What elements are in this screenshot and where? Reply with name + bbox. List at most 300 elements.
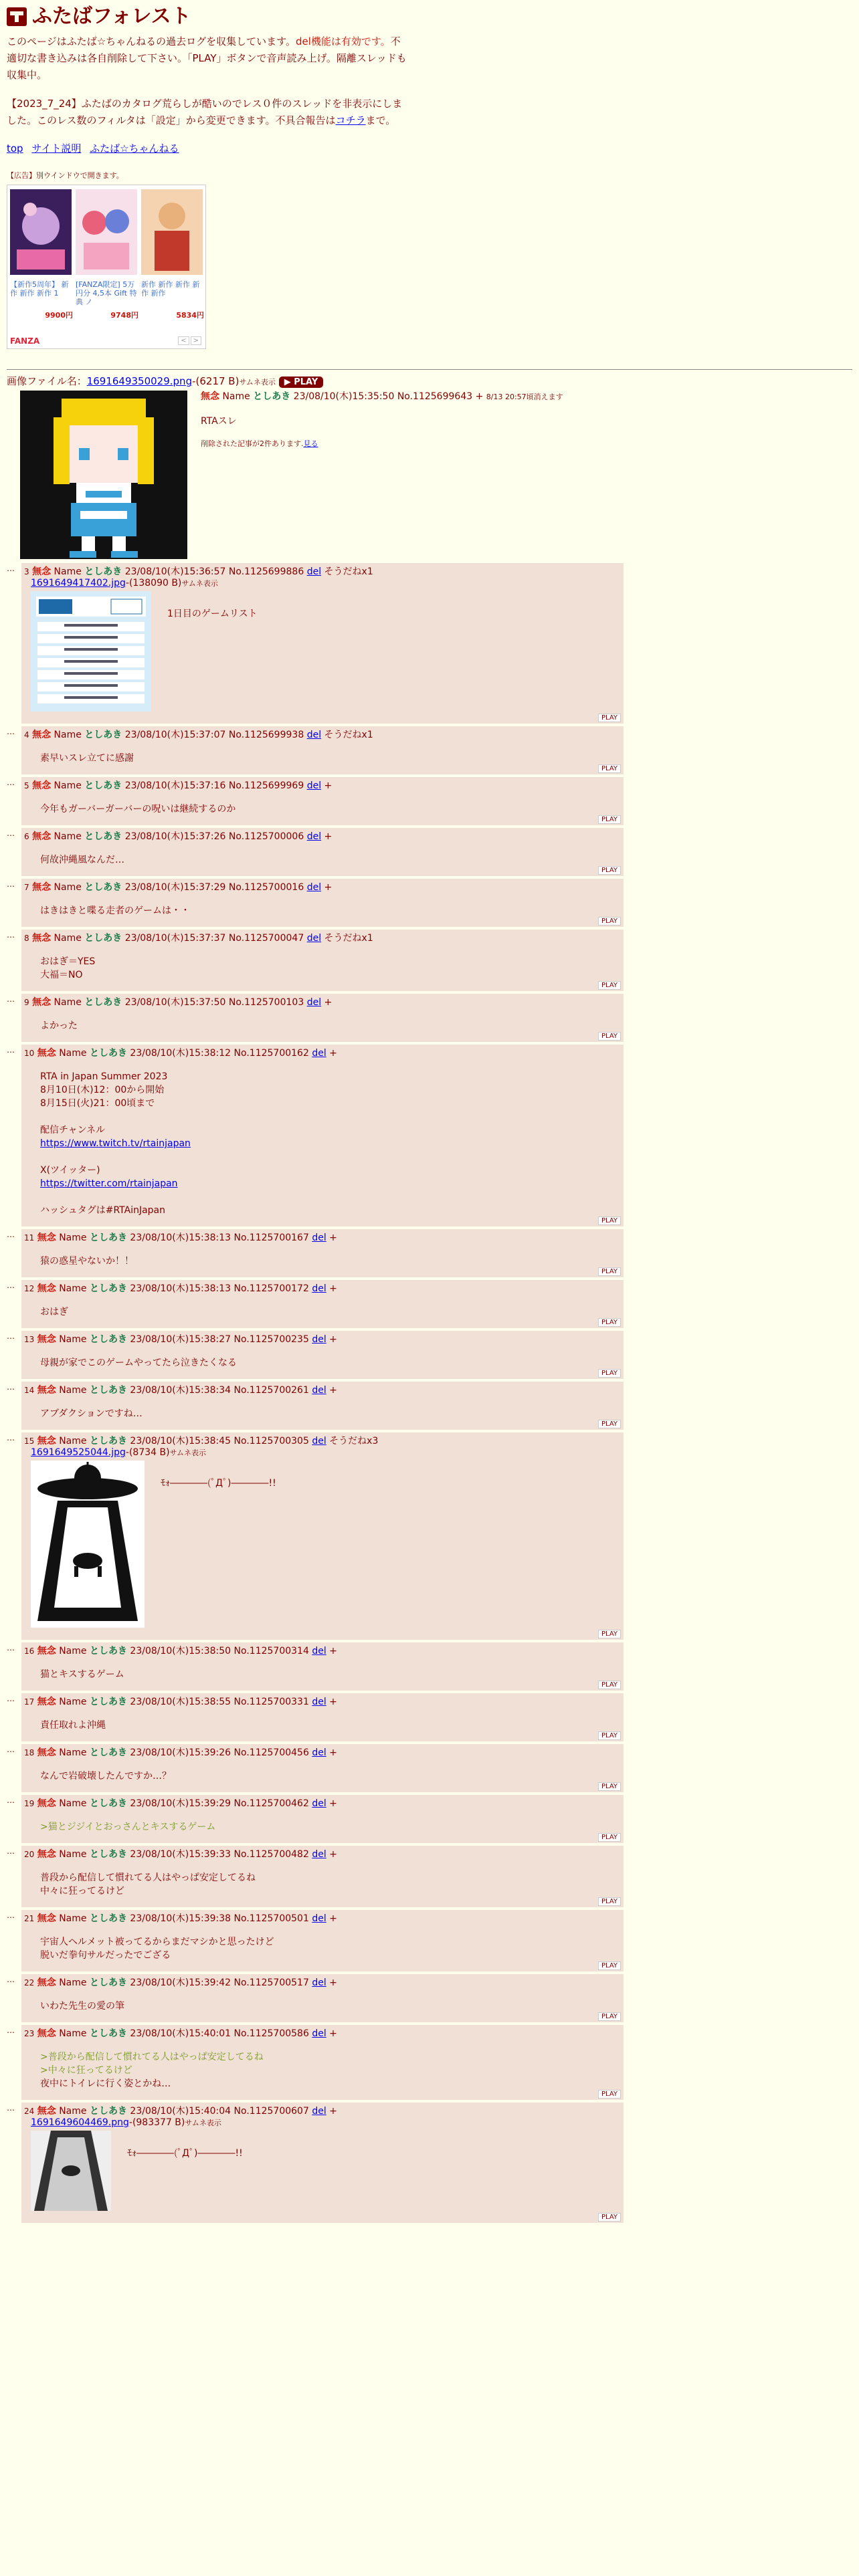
del-link[interactable]: del [306,730,322,740]
sodane-button[interactable]: + [329,1849,337,1860]
post-number[interactable]: No.1125700103 [228,997,304,1008]
reply-index: 18 [24,1748,35,1757]
post-subject: 無念 [201,391,219,402]
reply-thumbnail[interactable] [31,1461,145,1630]
reply-message [40,1070,619,1217]
reply-body-cell [21,1974,624,2022]
post-date: 23/08/10(木)15:39:38 [130,1913,231,1924]
post-number[interactable]: No.1125700501 [233,1913,309,1924]
reply-marker: … [7,1230,15,1239]
post-number[interactable]: No.1125700006 [228,831,304,842]
name-label: Name [59,1849,87,1860]
play-button[interactable]: PLAY [598,2213,621,2222]
reply-post [7,1744,852,1792]
message-text: いわた先生の愛の筆 [40,2001,124,2012]
post-number[interactable]: No.1125700172 [233,1283,309,1294]
reply-index: 6 [24,832,29,841]
futaba-logo-icon [7,7,27,26]
reply-header [24,1696,619,1708]
site-title: ふたばフォレスト [32,5,191,28]
reply-body-cell [21,1693,624,1741]
post-number[interactable]: No.1125700586 [233,2028,309,2039]
play-button[interactable]: PLAY [598,714,621,722]
message-text: 何故沖縄風なんだ… [40,855,124,865]
reply-message [40,1407,619,1420]
del-link[interactable]: del [312,1977,326,1988]
reply-body-cell [21,1382,624,1430]
reply-message [40,1935,619,1962]
reply-thumbnail[interactable] [31,2131,111,2214]
futaba-link[interactable]: ふたば☆ちゃんねる [90,142,179,154]
name-label: Name [54,882,82,893]
show-deleted-link[interactable]: 見る [303,439,318,448]
reply-index: 19 [24,1799,35,1808]
reply-message [40,1820,619,1834]
reply-header [24,2105,619,2117]
post-date: 23/08/10(木)15:37:37 [124,933,226,944]
post-number[interactable]: No.1125700456 [233,1747,309,1758]
sodane-button[interactable]: そうだねx1 [324,730,373,740]
sodane-button[interactable]: + [324,780,332,791]
play-button[interactable]: PLAY [598,1216,621,1225]
del-link[interactable]: del [312,1747,326,1758]
sodane-button[interactable]: + [329,1334,337,1345]
reply-marker: … [7,778,15,787]
post-subject: 無念 [32,882,52,893]
post-date: 23/08/10(木)15:35:50 [293,391,395,402]
twitter-link[interactable]: https://twitter.com/rtainjapan [40,1178,178,1189]
name-label: Name [222,391,250,402]
del-link[interactable]: del [306,566,322,577]
fanza-logo[interactable]: FANZA [10,336,40,346]
sodane-button[interactable]: + [329,1977,337,1988]
del-link[interactable]: del [312,2028,326,2039]
reply-index: 15 [24,1436,35,1446]
reply-header [24,1232,619,1244]
poster-name: としあき [89,1798,127,1809]
post-number[interactable]: No.1125700462 [233,1798,309,1809]
name-label: Name [54,933,82,944]
reply-post [7,1382,852,1430]
poster-name: としあき [89,1283,127,1294]
reply-message [40,1356,619,1370]
post-number[interactable]: No.1125700047 [228,933,304,944]
del-link[interactable]: del [312,1232,326,1243]
top-nav [7,141,852,155]
play-button[interactable]: PLAY [598,1369,621,1378]
reply-post [7,2025,852,2100]
reply-header [24,1798,619,1810]
sodane-button[interactable]: + [329,1697,337,1707]
play-button[interactable]: PLAY [598,815,621,824]
ad-card[interactable] [10,189,73,320]
post-number[interactable]: No.1125700261 [233,1385,309,1396]
post-subject: 無念 [37,1798,56,1809]
post-number[interactable]: No.1125700235 [233,1334,309,1345]
reply-body-cell [21,1280,624,1328]
thumb-toggle[interactable]: サムネ表示 [169,1448,207,1457]
sodane-button[interactable]: + [324,882,332,893]
name-label: Name [59,1048,87,1059]
poster-name: としあき [89,2028,127,2039]
poster-name: としあき [89,1334,127,1345]
deleted-note [201,438,563,449]
reply-index: 24 [24,2107,35,2116]
post-subject: 無念 [37,2028,56,2039]
reply-post [7,1795,852,1843]
reply-image-row [24,1458,619,1630]
reply-message [40,1719,619,1732]
ad-title[interactable]: 【新作5周年】 新作 新作 新作 1 [10,280,69,298]
play-button[interactable]: PLAY [598,1731,621,1740]
play-button[interactable]: PLAY [598,1318,621,1327]
sodane-button[interactable]: + [329,1646,337,1656]
message-text: よかった [40,1021,78,1031]
post-subject: 無念 [37,1977,56,1988]
op-file-line [7,374,852,388]
play-button[interactable]: PLAY [598,1032,621,1041]
reply-message [40,1255,619,1268]
play-button[interactable]: PLAY [598,866,621,875]
name-label: Name [54,730,82,740]
poster-name: としあき [89,1646,127,1656]
poster-name: としあき [89,2106,127,2117]
poster-name: としあき [84,933,122,944]
post-subject: 無念 [32,780,52,791]
name-label: Name [59,1232,87,1243]
name-label: Name [59,1283,87,1294]
post-number[interactable]: No.1125699886 [228,566,304,577]
deleted-text: 削除された記事が2件あります. [201,439,304,448]
post-date: 23/08/10(木)15:38:13 [130,1283,231,1294]
ad-box [7,185,206,349]
del-link[interactable]: del [306,831,322,842]
del-link[interactable]: del [306,997,322,1008]
name-label: Name [59,1798,87,1809]
post-subject: 無念 [37,1913,56,1924]
sodane-button[interactable]: + [475,391,484,402]
play-button[interactable]: PLAY [598,1681,621,1689]
op-image[interactable] [20,391,187,559]
poster-name: としあき [89,1697,127,1707]
reply-image-row [24,588,619,714]
intro-text-part: このページはふたば☆ちゃんねるの過去ログを収集しています。 [7,35,296,47]
reply-header [24,566,619,578]
reply-message [40,853,619,867]
reply-header [24,1435,619,1447]
reply-body-cell [21,930,624,991]
play-button[interactable]: PLAY [598,1897,621,1906]
sodane-button[interactable]: そうだねx1 [324,566,373,577]
sodane-button[interactable]: + [329,1913,337,1924]
del-link[interactable]: del [312,1385,326,1396]
reply-body-cell [21,777,624,825]
reply-body-cell [21,1432,624,1640]
poster-name: としあき [89,1913,127,1924]
post-number[interactable]: No.1125700167 [233,1232,309,1243]
reply-marker: … [7,1045,15,1055]
post-subject: 無念 [32,933,52,944]
post-number[interactable]: No.1125699969 [228,780,304,791]
play-button[interactable]: PLAY [598,1961,621,1970]
thumb-toggle[interactable]: サムネ表示 [185,2119,221,2127]
reply-header [24,1384,619,1396]
play-button[interactable]: PLAY [598,2090,621,2099]
reply-post [7,1974,852,2022]
del-link[interactable]: del [312,1697,326,1707]
sodane-button[interactable]: + [329,2106,337,2117]
name-label: Name [59,1913,87,1924]
name-label: Name [59,1436,87,1446]
message-text: ハッシュタグは#RTAinJapan [40,1205,166,1216]
reply-marker: … [7,829,15,838]
post-date: 23/08/10(木)15:39:29 [130,1798,231,1809]
ad-prev-button[interactable]: < [178,336,189,345]
ad-image[interactable] [141,189,203,275]
post-subject: 無念 [32,831,52,842]
del-link[interactable]: del [312,1913,326,1924]
sodane-button[interactable]: + [329,1798,337,1809]
del-link[interactable]: del [312,1849,326,1860]
intro-del-notice: del機能は有効です。 [295,35,391,47]
poster-name: としあき [89,1385,127,1396]
reply-file-link[interactable]: 1691649417402.jpg [31,578,126,588]
reply-body-cell [21,1744,624,1792]
reply-marker: … [7,1643,15,1652]
reply-index: 5 [24,781,29,790]
reply-body-cell [21,1642,624,1691]
ad-title[interactable]: [FANZA限定] 5万円分 4,5本 Gift 特典 ノ [76,280,137,306]
reply-body-cell [21,1045,624,1226]
reply-body-cell [21,1331,624,1379]
sodane-button[interactable]: + [329,1385,337,1396]
post-number[interactable]: No.1125700607 [233,2106,309,2117]
file-size: -(6217 B) [192,375,240,387]
reply-index: 21 [24,1914,35,1923]
del-link[interactable]: del [306,933,322,944]
post-number[interactable]: No.1125700517 [233,1977,309,1988]
reply-index: 16 [24,1646,35,1656]
reply-message [40,2050,619,2090]
name-label: Name [59,1334,87,1345]
reply-marker: … [7,1281,15,1290]
del-link[interactable]: del [312,1436,326,1446]
del-link[interactable]: del [312,1646,326,1656]
reply-marker: … [7,994,15,1004]
del-link[interactable]: del [312,1334,326,1345]
reply-image [31,2131,111,2211]
reply-file-link[interactable]: 1691649525044.jpg [31,1447,126,1458]
poster-name: としあき [89,1436,127,1446]
post-date: 23/08/10(木)15:39:26 [130,1747,231,1758]
top-link[interactable]: top [7,142,23,154]
sodane-button[interactable]: そうだねx3 [329,1436,379,1446]
site-info-link[interactable]: サイト説明 [31,142,82,154]
reply-header [24,831,619,843]
del-link[interactable]: del [312,1283,326,1294]
play-button[interactable]: PLAY [598,1630,621,1638]
post-number[interactable]: No.1125700016 [228,882,304,893]
post-date: 23/08/10(木)15:39:42 [130,1977,231,1988]
message-text: 今年もガーバーガーバーの呪いは継続するのか [40,804,236,815]
reply-marker: … [7,1745,15,1754]
reply-post [7,1693,852,1741]
reply-index: 13 [24,1335,35,1344]
ad-title[interactable]: 新作 新作 新作 新作 新作 [141,280,200,298]
play-button[interactable]: PLAY [598,917,621,926]
intro-text-part: 不適切な書き込みは各自削除して下さい。「PLAY」ボタンで音声読み上げ。隔離スレッドも収集中。 [7,35,407,81]
intro-text-part: 【2023_7_24】ふたばのカタログ荒らしが酷いのでレス０件のスレッドを非表示にしました。このレス数のフィルタは「設定」から変更できます。不具合報告は [7,98,403,126]
del-link[interactable]: del [306,780,322,791]
ad-next-button[interactable]: > [191,336,201,345]
reply-body-cell [21,2025,624,2100]
reply-message [40,904,619,918]
post-number[interactable]: No.1125700482 [233,1849,309,1860]
message-text: はきはきと喋る走者のゲームは・・ [40,905,190,916]
del-link[interactable]: del [312,1048,326,1059]
file-size: -(983377 B) [128,2117,185,2128]
sodane-button[interactable]: + [329,1747,337,1758]
ad-image[interactable] [10,189,72,275]
post-date: 23/08/10(木)15:36:57 [124,566,226,577]
play-button[interactable]: PLAY [598,1833,621,1842]
message-text: X(ツイッター) [40,1165,100,1176]
reply-post [7,1642,852,1691]
reply-post [7,2103,852,2223]
poster-name: としあき [84,780,122,791]
post-number[interactable]: No.1125700331 [233,1697,309,1707]
ad-price: 5834円 [176,311,204,320]
post-subject: 無念 [32,730,52,740]
reply-post [7,1229,852,1277]
reply-marker: … [7,1382,15,1392]
play-button[interactable]: PLAY [598,1420,621,1428]
post-number[interactable]: No.1125699643 [397,391,473,402]
twitch-link[interactable]: https://www.twitch.tv/rtainjapan [40,1138,191,1149]
post-subject: 無念 [37,1646,56,1656]
reply-message [40,1769,619,1783]
poster-name: としあき [84,997,122,1008]
poster-name: としあき [84,831,122,842]
del-link[interactable]: del [306,882,322,893]
post-number[interactable]: No.1125700314 [233,1646,309,1656]
message-text: アブダクションですね… [40,1408,142,1419]
reply-header [24,932,619,944]
sodane-button[interactable]: + [324,997,332,1008]
reply-message [40,1019,619,1033]
play-button[interactable]: PLAY [598,981,621,990]
ad-card[interactable] [76,189,138,320]
op-play-button[interactable]: ▶ PLAY [279,377,324,388]
message-text: 素早いスレ立てに感謝 [40,753,134,764]
name-label: Name [59,1385,87,1396]
del-link[interactable]: del [312,1798,326,1809]
post-date: 23/08/10(木)15:39:33 [130,1849,231,1860]
message-text: 責任取れよ沖縄 [40,1720,106,1731]
play-button[interactable]: PLAY [598,2012,621,2021]
thumb-toggle[interactable]: サムネ表示 [181,579,218,588]
reply-post [7,563,852,724]
post-subject: 無念 [37,1747,56,1758]
sodane-button[interactable]: + [329,1232,337,1243]
reply-image-row [24,2128,619,2214]
post-number[interactable]: No.1125700162 [233,1048,309,1059]
sodane-button[interactable]: + [329,2028,337,2039]
ad-price: 9900円 [45,311,73,320]
message-text: RTA in Japan Summer 2023 8月10日(木)12：00から開始 8月15日(火)21：00頃まで 配信チャンネル [40,1071,168,1136]
play-button[interactable]: PLAY [598,764,621,773]
op-file-link[interactable]: 1691649350029.png [86,375,193,387]
post-number[interactable]: No.1125700305 [233,1436,309,1446]
post-number[interactable]: No.1125699938 [228,730,304,740]
reply-header [24,881,619,893]
message-text: おはぎ＝YES 大福＝NO [40,956,96,980]
op-text [201,391,563,559]
post-date: 23/08/10(木)15:37:29 [124,882,226,893]
reply-index: 12 [24,1284,35,1293]
reply-post [7,994,852,1042]
reply-index: 23 [24,2029,35,2038]
reply-marker: … [7,1694,15,1703]
post-date: 23/08/10(木)15:37:16 [124,780,226,791]
sodane-button[interactable]: + [329,1048,337,1059]
reply-index: 22 [24,1978,35,1988]
reply-body-cell [21,1229,624,1277]
reply-post [7,828,852,876]
reply-header [24,729,619,741]
post-date: 23/08/10(木)15:38:50 [130,1646,231,1656]
reply-file-link[interactable]: 1691649604469.png [31,2117,129,2128]
op-header [201,391,563,403]
reply-message: 1日目のゲームリスト [167,609,258,619]
play-button[interactable]: PLAY [598,1267,621,1276]
reply-body-cell [21,726,624,774]
del-link[interactable]: del [312,2106,326,2117]
poster-name: としあき [84,882,122,893]
reply-post [7,879,852,927]
poster-name: としあき [89,1232,127,1243]
poster-name: としあき [89,1048,127,1059]
reply-header [24,2028,619,2040]
thumb-toggle[interactable]: サムネ表示 [239,378,276,387]
reply-marker: … [7,1433,15,1442]
message-text: 夜中にトイレに行く姿とかね… [40,2078,171,2089]
ad-price: 9748円 [110,311,138,320]
ad-image[interactable] [76,189,137,275]
sodane-button[interactable]: そうだねx1 [324,933,373,944]
sodane-button[interactable]: + [324,831,332,842]
name-label: Name [59,2106,87,2117]
play-button[interactable]: PLAY [598,1782,621,1791]
name-label: Name [59,2028,87,2039]
post-subject: 無念 [37,1048,56,1059]
reply-file-line [31,578,619,588]
post-date: 23/08/10(木)15:37:50 [124,997,226,1008]
reply-index: 14 [24,1386,35,1395]
reply-header [24,1747,619,1759]
reply-marker: … [7,1796,15,1805]
name-label: Name [59,1697,87,1707]
reply-thumbnail[interactable] [31,591,151,714]
ad-card[interactable] [141,189,204,320]
sodane-button[interactable]: + [329,1283,337,1294]
reply-file-line [31,1447,619,1458]
post-subject: 無念 [32,566,52,577]
report-link[interactable]: コチラ [335,114,366,126]
file-size: -(8734 B) [125,1447,170,1458]
poster-name: としあき [84,730,122,740]
reply-header [24,1283,619,1295]
